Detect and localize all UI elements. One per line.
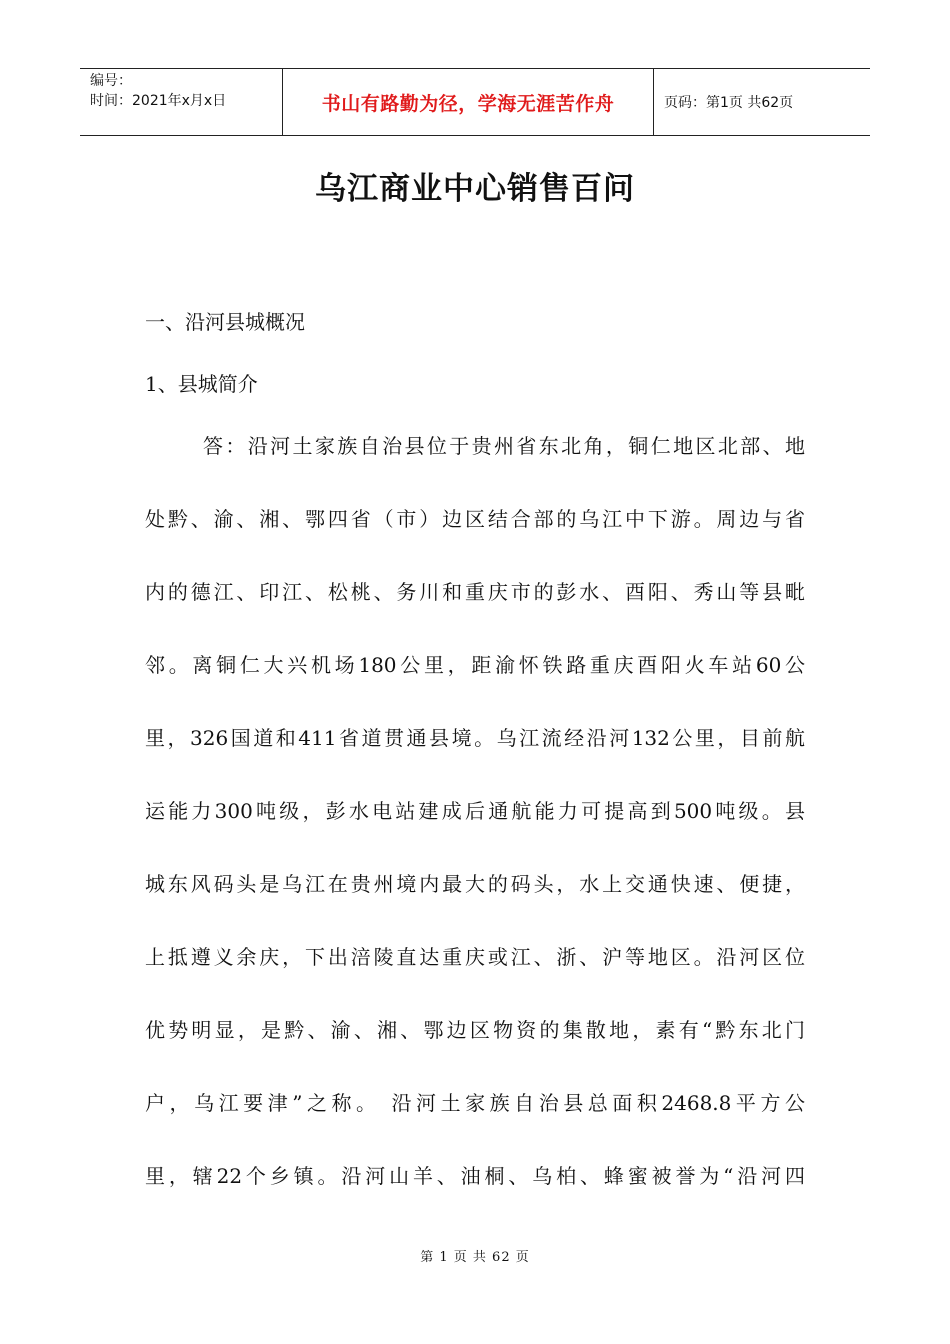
document-number-label: 编号： xyxy=(90,73,132,89)
header-meta-cell xyxy=(80,69,282,135)
body-line: 里，326国道和411省道贯通县境。乌江流经沿河132公里，目前航 xyxy=(145,726,805,750)
header-page-info: 页码：第1页 共62页 xyxy=(664,95,794,111)
document-title: 乌江商业中心销售百问 xyxy=(315,171,635,207)
body-line: 上抵遵义余庆，下出涪陵直达重庆或江、浙、沪等地区。沿河区位 xyxy=(145,945,805,969)
body-line: 里，辖22个乡镇。沿河山羊、油桐、乌柏、蜂蜜被誉为“沿河四 xyxy=(145,1164,805,1188)
body-line: 内的德江、印江、松桃、务川和重庆市的彭水、酉阳、秀山等县毗 xyxy=(145,580,805,604)
body-line: 处黔、渝、湘、鄂四省（市）边区结合部的乌江中下游。周边与省 xyxy=(145,507,805,531)
body-line: 城东风码头是乌江在贵州境内最大的码头，水上交通快速、便捷， xyxy=(145,872,805,896)
body-line: 户，乌江要津”之称。 沿河土家族自治县总面积2468.8平方公 xyxy=(145,1091,805,1115)
body-line: 答：沿河土家族自治县位于贵州省东北角，铜仁地区北部、地 xyxy=(203,434,805,458)
document-header xyxy=(80,68,870,136)
subsection-heading: 1、县城简介 xyxy=(145,372,258,396)
section-heading: 一、沿河县城概况 xyxy=(145,310,305,334)
page-footer: 第 1 页 共 62 页 xyxy=(420,1250,530,1265)
header-motto: 书山有路勤为径，学海无涯苦作舟 xyxy=(282,69,654,135)
body-line: 邻。离铜仁大兴机场180公里，距渝怀铁路重庆酉阳火车站60公 xyxy=(145,653,805,677)
body-line: 运能力300吨级，彭水电站建成后通航能力可提高到500吨级。县 xyxy=(145,799,805,823)
document-date-label: 时间：2021年x月x日 xyxy=(90,93,227,109)
body-line: 优势明显，是黔、渝、湘、鄂边区物资的集散地，素有“黔东北门 xyxy=(145,1018,805,1042)
